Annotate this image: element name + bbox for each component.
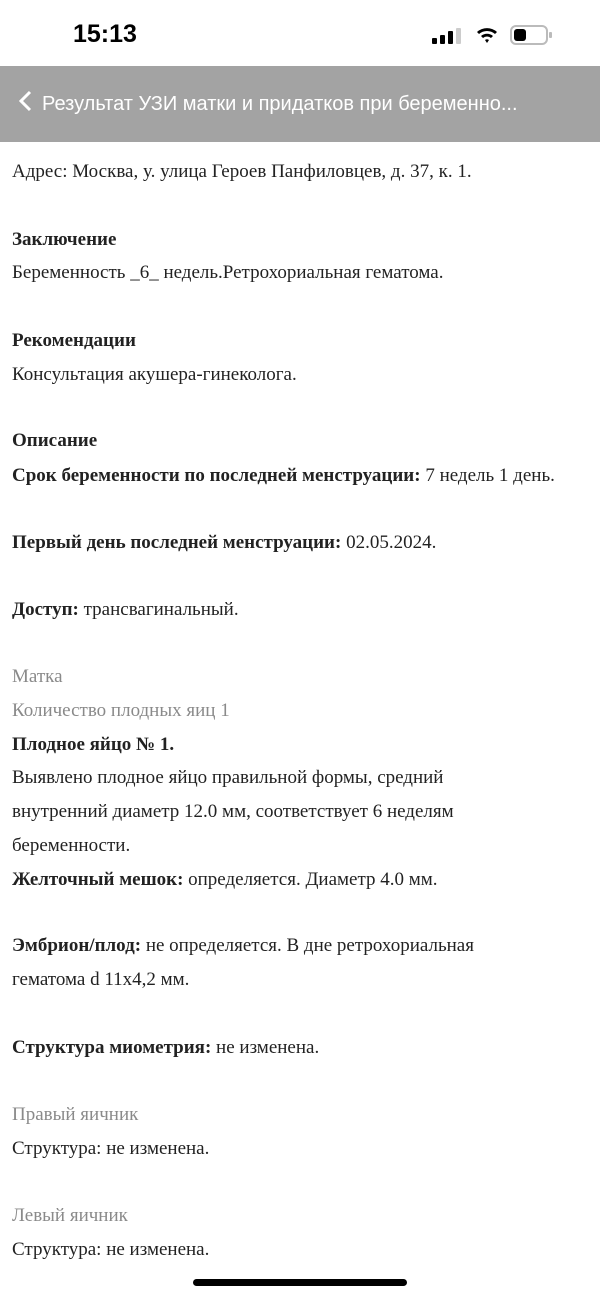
label: Срок беременности по последней менструации: [12,465,421,486]
value: 02.05.2024. [341,532,437,553]
wifi-icon [476,26,498,44]
label: Эмбрион/плод: [12,935,142,956]
right-ovary-heading: Правый яичник [12,1104,139,1125]
value: не изменена. [211,1037,320,1058]
conclusion-heading: Заключение [12,229,117,250]
value: трансвагинальный. [78,599,239,620]
myometrium [12,1031,588,1065]
status-bar [0,0,600,66]
battery-icon [510,25,548,45]
egg-count: Количество плодных яиц 1 [12,700,230,721]
page-title: Результат УЗИ матки и придатков при беременно... [42,92,518,115]
left-ovary-heading: Левый яичник [12,1205,128,1226]
value: 7 недель 1 день. [420,465,555,486]
conclusion-text: Беременность _6_ недель.Ретрохориальная гематома. [12,262,444,283]
nav-bar [0,66,600,142]
right-ovary-structure: Структура: не изменена. [12,1138,210,1159]
yolk-sac [12,863,588,897]
embryo [12,929,552,997]
left-ovary-structure: Структура: не изменена. [12,1239,210,1260]
uterus-section: Матка [12,666,63,687]
address: Адрес: Москва, у. улица Героев Панфиловцев, д. 37, к. 1. [12,161,472,182]
back-chevron-icon[interactable] [18,90,42,119]
egg-heading: Плодное яйцо № 1. [12,734,175,755]
egg-description: Выявлено плодное яйцо правильной формы, средний внутренний диаметр 12.0 мм, соответствует 6 неделям беременности. [12,767,454,856]
last-period-date [12,526,588,560]
gestation-term [12,459,588,493]
label: Желточный мешок: [12,869,184,890]
label: Первый день последней менструации: [12,532,342,553]
cellular-signal-icon [432,28,461,44]
value: определяется. Диаметр 4.0 мм. [183,869,438,890]
home-indicator[interactable] [193,1279,407,1286]
label: Структура миометрия: [12,1037,212,1058]
access [12,593,588,627]
label: Доступ: [12,599,79,620]
clock: 15:13 [73,20,137,48]
recommendations-text: Консультация акушера-гинеколога. [12,364,297,385]
value: не определяется. В дне ретрохориальная гематома d 11x4,2 мм. [12,935,474,990]
description-heading: Описание [12,430,98,451]
recommendations-heading: Рекомендации [12,330,136,351]
